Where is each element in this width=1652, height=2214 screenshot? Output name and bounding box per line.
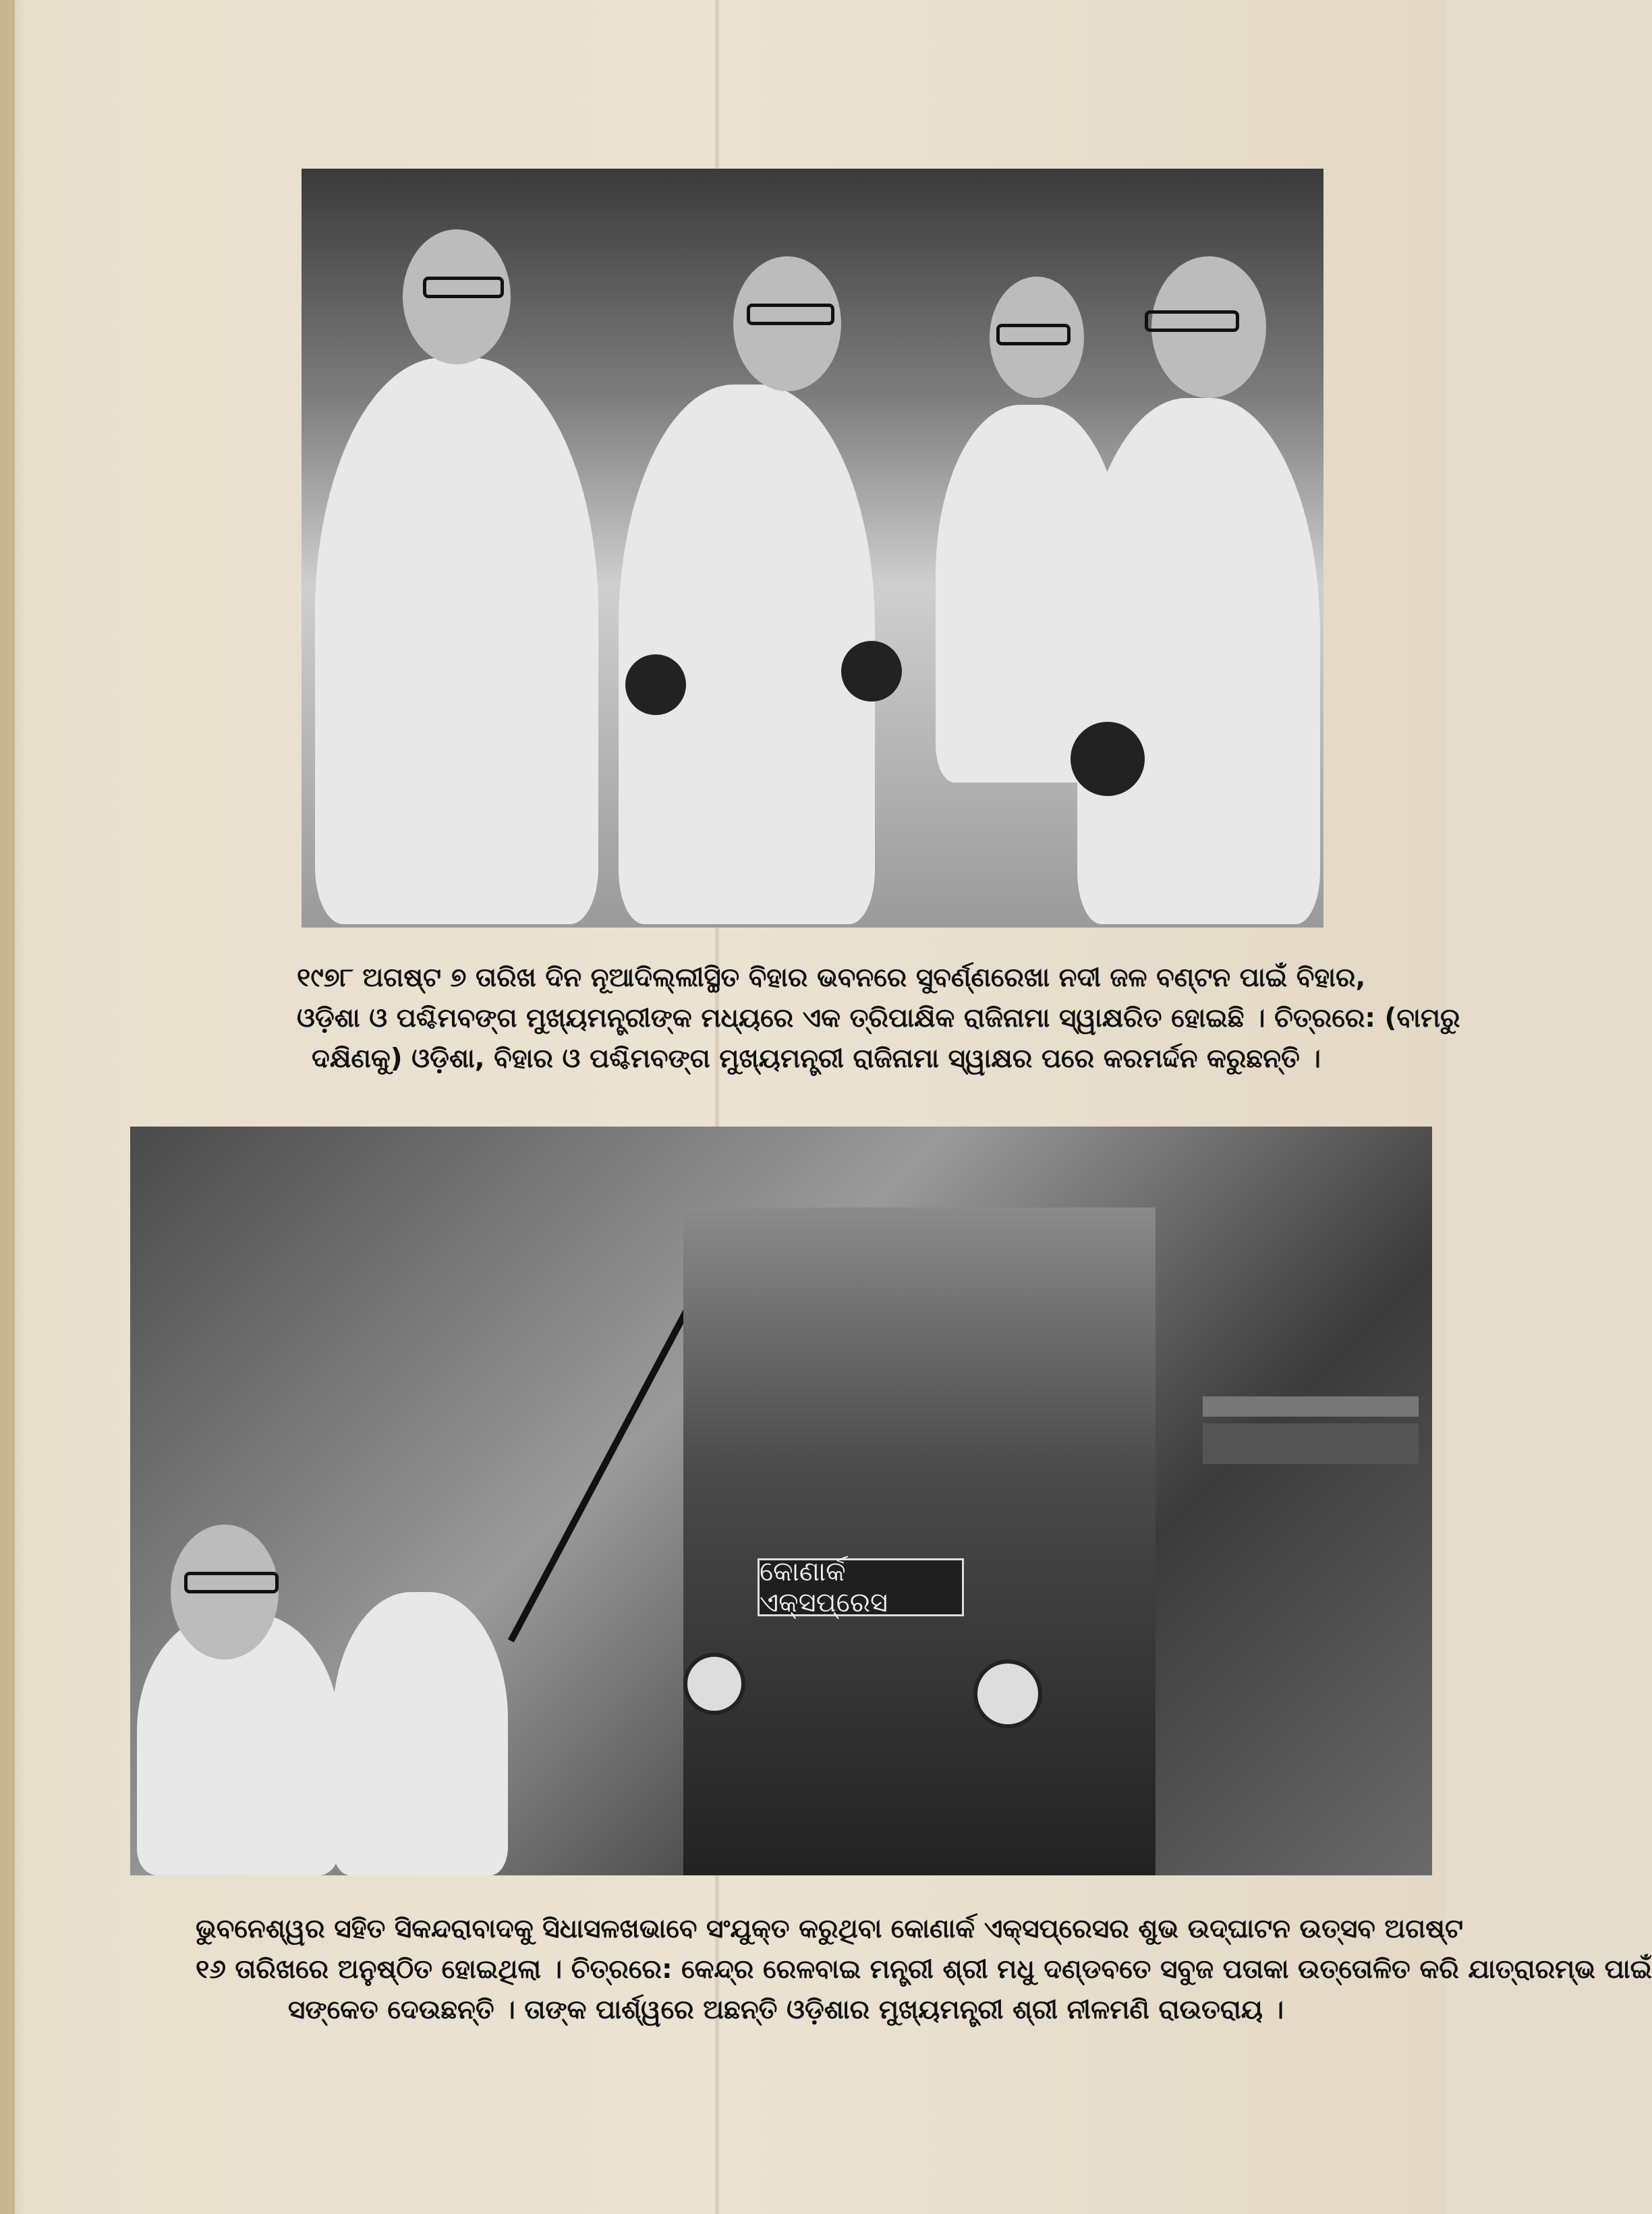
microphone-icon [1071, 722, 1145, 796]
caption-top-line: ଦକ୍ଷିଣକୁ) ଓଡ଼ିଶା, ବିହାର ଓ ପଶ୍ଚିମବଙ୍ଗ ମୁଖ୍ୟମନ୍ତ୍ରୀ ରାଜିନାମା ସ୍ୱାକ୍ଷର ପରେ କରମର୍ଦ୍ଦନ କରୁଛନ୍ତି । [312, 1044, 1321, 1074]
glasses-icon [996, 324, 1071, 345]
caption-bottom-line: ୧୬ ତାରିଖରେ ଅନୁଷ୍ଠିତ ହୋଇଥିଲା । ଚିତ୍ରରେ: କେନ୍ଦ୍ର ରେଳବାଇ ମନ୍ତ୍ରୀ ଶ୍ରୀ ମଧୁ ଦଣ୍ଡବତେ ସବୁଜ ପତାକା ଉତ୍ତୋଳିତ କରି ଯାତ୍ରାରମ୍ଭ ପାଇଁ [196, 1954, 1652, 1985]
caption-top-line: ଓଡ଼ିଶା ଓ ପଶ୍ଚିମବଙ୍ଗ ମୁଖ୍ୟମନ୍ତ୍ରୀଙ୍କ ମଧ୍ୟରେ ଏକ ତ୍ରିପାକ୍ଷିକ ରାଜିନାମା ସ୍ୱାକ୍ଷରିତ ହୋଇଛି । ଚିତ୍ରରେ: (ବାମରୁ [297, 1003, 1460, 1033]
microphone-icon [625, 654, 686, 715]
caption-bottom-line: ସଙ୍କେତ ଦେଉଛନ୍ତି । ତାଙ୍କ ପାର୍ଶ୍ୱରେ ଅଛନ୍ତି ଓଡ଼ିଶାର ମୁଖ୍ୟମନ୍ତ୍ରୀ ଶ୍ରୀ ନୀଳମଣି ରାଉତରାୟ । [287, 1995, 1284, 2025]
caption-top-line: ୧୯୭୮ ଅଗଷ୍ଟ ୭ ତାରିଖ ଦିନ ନୂଆଦିଲ୍ଲୀସ୍ଥିତ ବିହାର ଭବନରେ ସୁବର୍ଣ୍ଣରେଖା ନଦୀ ଜଳ ବଣ୍ଟନ ପାଇଁ ବିହାର, [297, 963, 1366, 993]
caption-top [297, 958, 1460, 1079]
caption-bottom-line: ଭୁବନେଶ୍ୱର ସହିତ ସିକନ୍ଦରାବାଦକୁ ସିଧାସଳଖଭାବେ ସଂଯୁକ୍ତ କରୁଥିବା କୋଣାର୍କ ଏକ୍ସପ୍ରେସର ଶୁଭ ଉଦ୍‌ଘାଟନ ଉତ୍ସବ ଅଗଷ୍ଟ [196, 1914, 1463, 1944]
photo-top-handshake [302, 169, 1323, 928]
caption-bottom [196, 1909, 1652, 2031]
glasses-icon [1145, 310, 1239, 332]
page-edge [0, 0, 15, 2214]
glasses-icon [184, 1572, 279, 1593]
headlight-icon [683, 1653, 745, 1715]
footbridge [1203, 1396, 1419, 1417]
person-railway-minister [333, 1592, 508, 1875]
train-engine [683, 1208, 1156, 1875]
photo-bottom-train-inauguration [130, 1127, 1432, 1875]
microphone-icon [841, 641, 902, 702]
platform-crowd [1203, 1423, 1419, 1464]
glasses-icon [423, 277, 504, 298]
headlight-icon [973, 1659, 1042, 1728]
person-4 [1077, 398, 1320, 924]
glasses-icon [747, 304, 834, 325]
person-1 [315, 358, 598, 924]
train-name-board: କୋଣାର୍କ ଏକ୍ସପ୍ରେସ [758, 1558, 964, 1616]
